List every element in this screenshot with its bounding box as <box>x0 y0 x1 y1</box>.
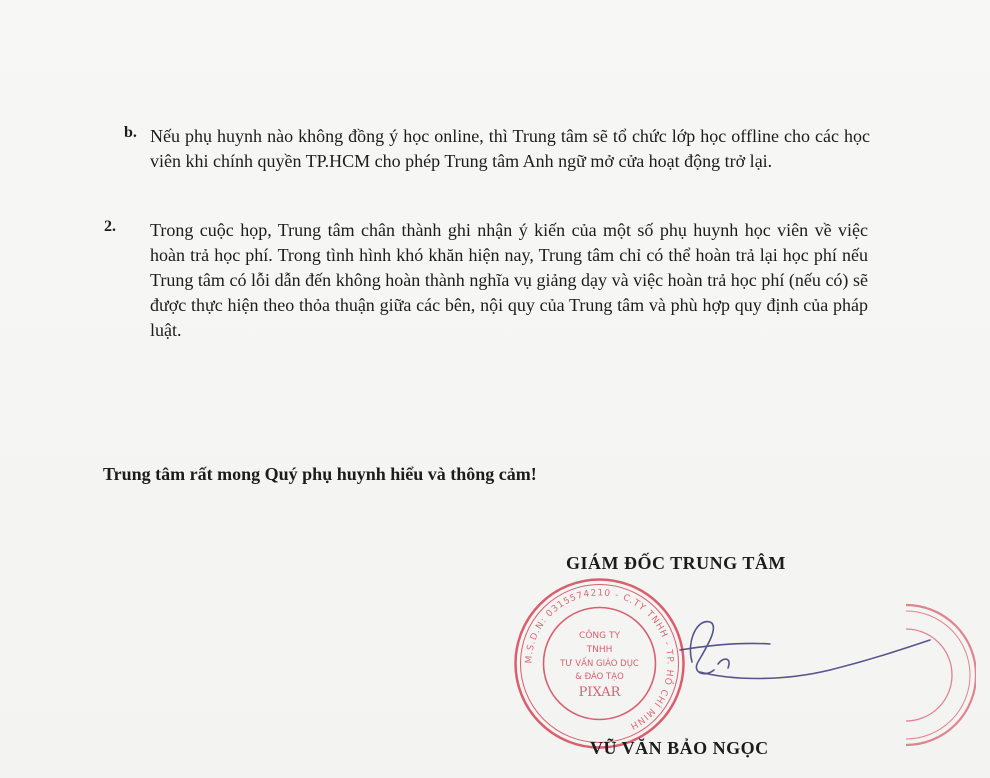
stamp-line: & ĐÀO TẠO <box>575 672 624 682</box>
paragraph-item-b <box>150 124 870 174</box>
paragraph-text: Nếu phụ huynh nào không đồng ý học online, thì Trung tâm sẽ tổ chức lớp học offline cho các học viên khi chính quyền TP.HCM cho phép Trung tâm Anh ngữ mở cửa hoạt động trở lại. <box>150 126 870 171</box>
paragraph-text: Trong cuộc họp, Trung tâm chân thành ghi nhận ý kiến của một số phụ huynh học viên về việc hoàn trả học phí. Trong tình hình khó khăn hiện nay, Trung tâm chỉ có thể hoàn trả lại học phí nếu Trung tâm có lỗi dẫn đến không hoàn thành nghĩa vụ giảng dạy và việc hoàn trả học phí (nếu có) sẽ được thực hiện theo thỏa thuận giữa các bên, nội quy của Trung tâm và phù hợp quy định của pháp luật. <box>150 220 868 340</box>
list-marker-b: b. <box>124 124 137 141</box>
list-marker-2: 2. <box>104 218 116 235</box>
stamp-ring-text: M.S.D.N: 0315574210 - C.TY TNHH - TP. HỒ CHÍ MINH <box>524 588 675 732</box>
paragraph-item-2 <box>150 218 868 343</box>
signatory-name: VŨ VĂN BẢO NGỌC <box>590 738 769 758</box>
closing-sentence: Trung tâm rất mong Quý phụ huynh hiểu và thông cảm! <box>103 464 537 484</box>
stamp-line: CÔNG TY <box>579 631 620 641</box>
stamp-line: PIXAR <box>578 685 621 700</box>
partial-stamp <box>906 600 976 750</box>
signature-title: GIÁM ĐỐC TRUNG TÂM <box>566 553 786 573</box>
stamp-line: TƯ VẤN GIÁO DỤC <box>560 659 639 669</box>
stamp-line: TNHH <box>586 645 613 655</box>
handwritten-signature <box>640 600 940 720</box>
